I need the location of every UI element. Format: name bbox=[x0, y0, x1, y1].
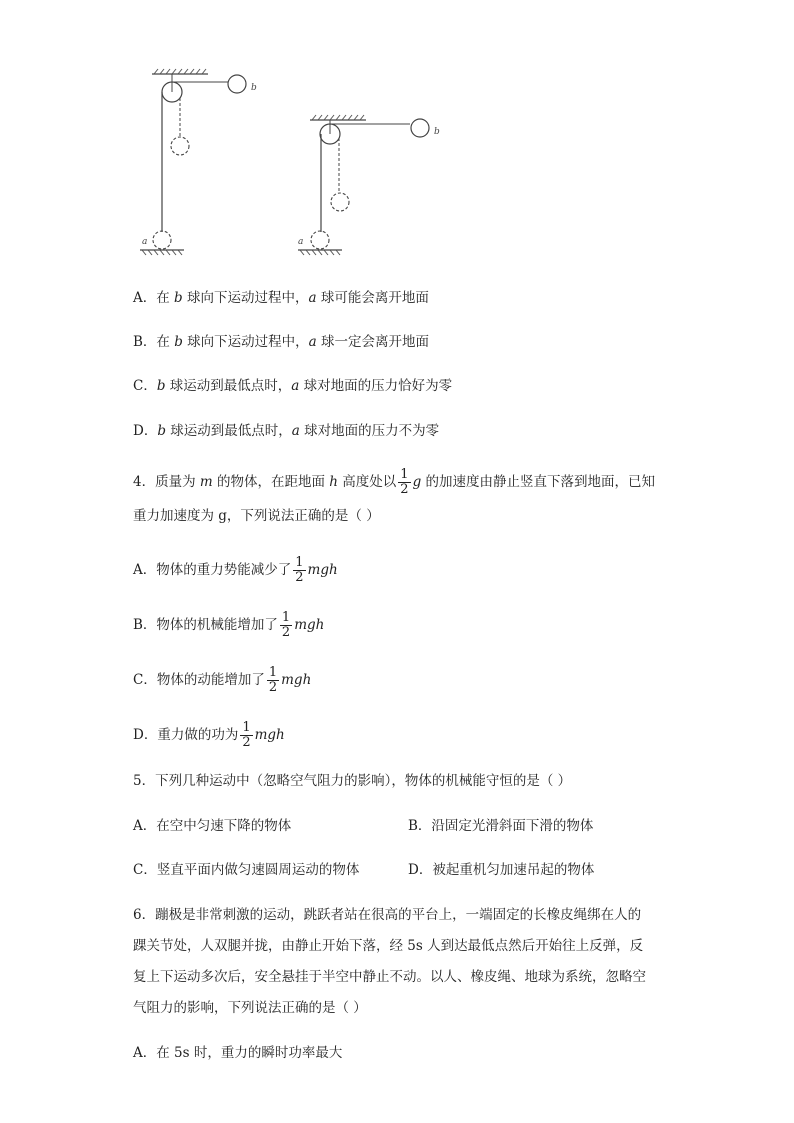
q4-stem-line1: 4．质量为 m 的物体，在距地面 h 高度处以 $\frac{1}{2}$ g 的加速度由静止竖直下落到地面，已知 bbox=[133, 467, 656, 497]
q6-stem-line4: 气阻力的影响，下列说法正确的是（ ） bbox=[133, 1000, 367, 1016]
q3-option-a: A．在 b 球向下运动过程中，a 球可能会离开地面 bbox=[133, 290, 429, 306]
q6-option-a: A．在 5s 时，重力的瞬时功率最大 bbox=[133, 1045, 343, 1061]
q4-option-d: D．重力做的功为 $\frac{1}{2}$ mgh bbox=[133, 720, 285, 750]
q4-option-a: A．物体的重力势能减少了 $\frac{1}{2}$ mgh bbox=[133, 555, 338, 585]
q6-stem-line2: 踝关节处，人双腿并拢，由静止开始下落，经 5s 人到达最低点然后开始往上反弹，反 bbox=[133, 938, 644, 954]
q3-option-c: C．b 球运动到最低点时，a 球对地面的压力恰好为零 bbox=[133, 378, 453, 394]
fraction-half: $\frac{1}{2}$ bbox=[400, 467, 409, 497]
pulley-diagram bbox=[130, 60, 460, 260]
pulley-figure bbox=[130, 60, 460, 264]
q4-option-b: B．物体的机械能增加了 $\frac{1}{2}$ mgh bbox=[133, 610, 325, 640]
q5-option-b: B．沿固定光滑斜面下滑的物体 bbox=[408, 818, 594, 834]
q6-stem-line1: 6．蹦极是非常刺激的运动，跳跃者站在很高的平台上，一端固定的长橡皮绳绑在人的 bbox=[133, 907, 642, 923]
label-a-right: a bbox=[298, 237, 304, 247]
q5-stem: 5．下列几种运动中（忽略空气阻力的影响），物体的机械能守恒的是（ ） bbox=[133, 773, 572, 789]
q4-option-c: C．物体的动能增加了 $\frac{1}{2}$ mgh bbox=[133, 665, 312, 695]
label-b-right: b bbox=[434, 127, 440, 137]
q6-stem-line3: 复上下运动多次后，安全悬挂于半空中静止不动。以人、橡皮绳、地球为系统，忽略空 bbox=[133, 969, 646, 985]
q5-option-d: D．被起重机匀加速吊起的物体 bbox=[408, 862, 595, 878]
q5-option-a: A．在空中匀速下降的物体 bbox=[133, 818, 292, 834]
q3-option-b: B．在 b 球向下运动过程中，a 球一定会离开地面 bbox=[133, 334, 430, 350]
q3-option-d: D．b 球运动到最低点时，a 球对地面的压力不为零 bbox=[133, 423, 440, 439]
label-b-left: b bbox=[251, 83, 257, 93]
q4-stem-line2: 重力加速度为 g，下列说法正确的是（ ） bbox=[133, 508, 380, 524]
q5-option-c: C．竖直平面内做匀速圆周运动的物体 bbox=[133, 862, 360, 878]
label-a-left: a bbox=[142, 237, 148, 247]
